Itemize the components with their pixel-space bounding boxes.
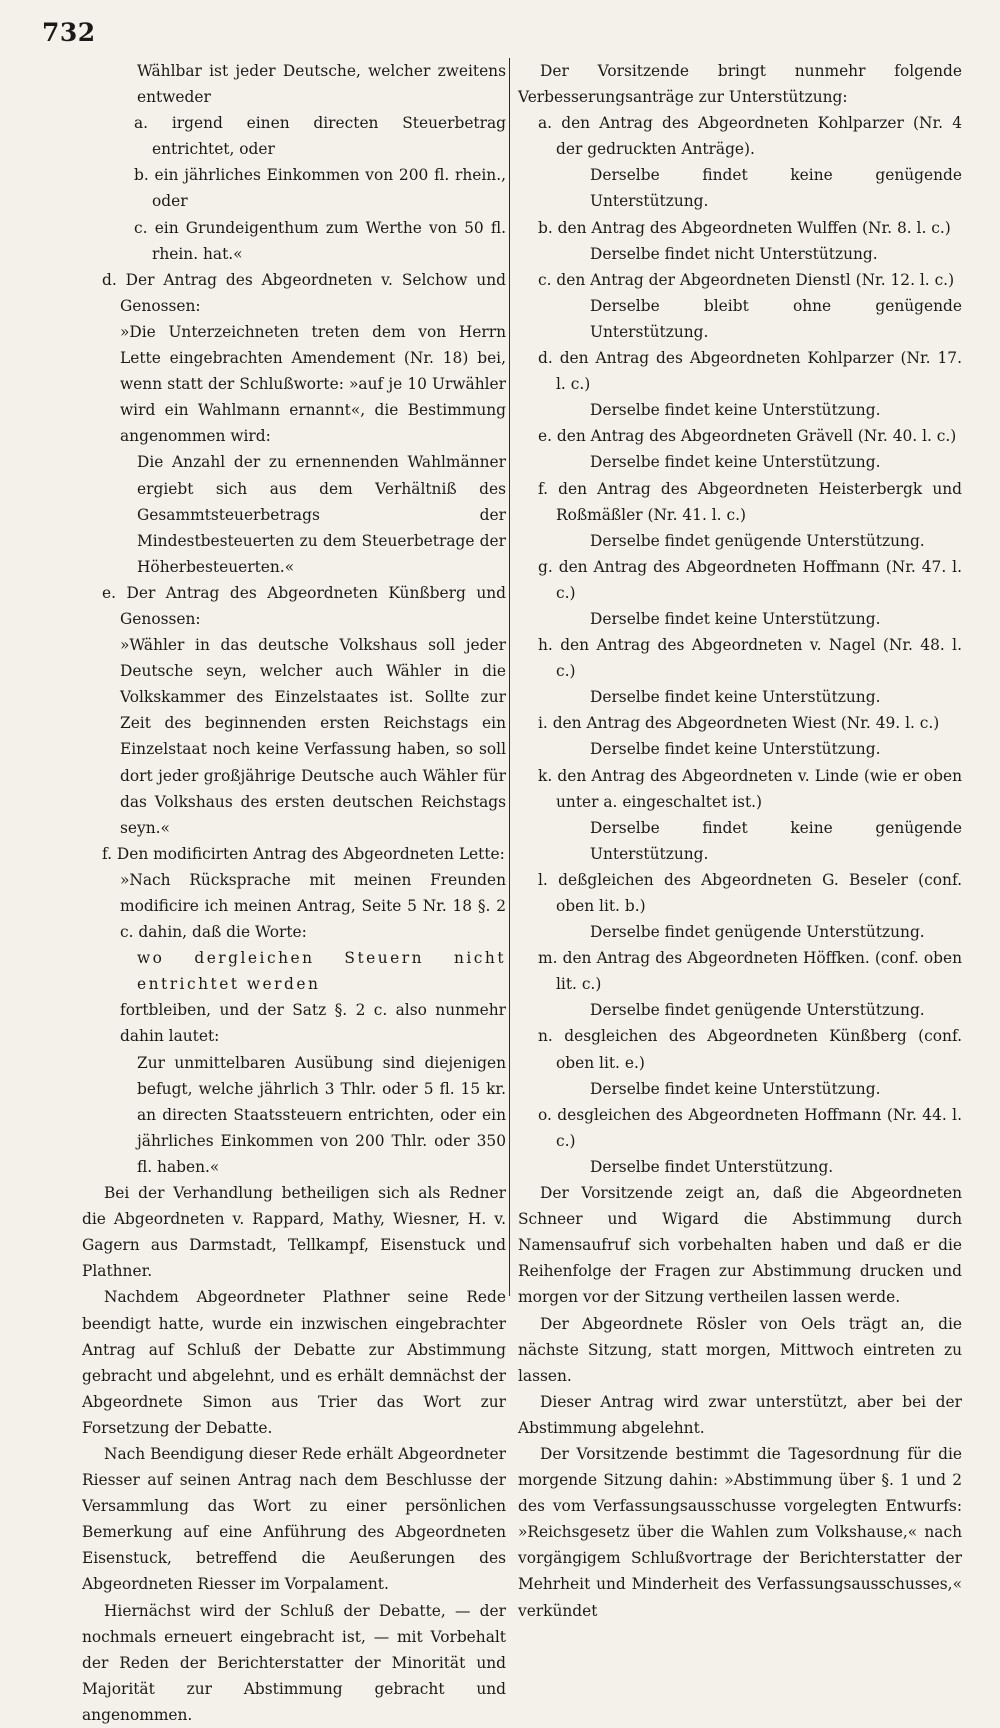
- left-paragraph: Nachdem Abgeordneter Plathner seine Rede beendigt hatte, wurde ein inzwischen eingebrachter Antrag auf Schluß der Debatte zur Abstimmung gebracht und abgelehnt, und es erhält demnächst der Abgeordnete Simon aus Trier das Wort zur Forsetzung der Debatte.: [82, 1288, 506, 1437]
- right-paragraph: Derselbe findet nicht Unterstützung.: [590, 244, 878, 263]
- right-paragraph: Derselbe findet keine genügende Unterstützung.: [590, 818, 962, 863]
- right-paragraph: c. den Antrag der Abgeordneten Dienstl (Nr. 12. l. c.): [538, 270, 955, 289]
- right-paragraph: h. den Antrag des Abgeordneten v. Nagel (Nr. 48. l. c.): [538, 636, 962, 681]
- right-paragraph: e. den Antrag des Abgeordneten Grävell (Nr. 40. l. c.): [538, 427, 957, 446]
- left-paragraph: a. irgend einen directen Steuerbetrag entrichtet, oder: [134, 114, 506, 159]
- left-paragraph: »Die Unterzeichneten treten dem von Herrn Lette eingebrachten Amendement (Nr. 18) bei, wenn statt der Schlußworte: »auf je 10 Urwähler wird ein Wahlmann ernannt«, die Bestimmung angenommen wird:: [120, 322, 506, 446]
- left-paragraph: Die Anzahl der zu ernennenden Wahlmänner ergiebt sich aus dem Verhältniß des Gesammtsteuerbetrags der Mindestbesteuerten zu dem Steuerbetrage der Höherbesteuerten.«: [137, 453, 506, 576]
- right-column: [518, 58, 962, 1624]
- left-paragraph: Nach Beendigung dieser Rede erhält Abgeordneter Riesser auf seinen Antrag nach dem Beschlusse der Versammlung das Wort zu einer persönlichen Bemerkung auf eine Anführung des Abgeordneten Eisenstuck, betreffend die Aeußerungen des Abgeordneten Riesser im Vorpalament.: [82, 1444, 507, 1594]
- right-paragraph: Derselbe findet keine Unterstützung.: [590, 1079, 881, 1098]
- left-paragraph: »Nach Rücksprache mit meinen Freunden modificire ich meinen Antrag, Seite 5 Nr. 18 §. 2 c. dahin, daß die Worte:: [120, 870, 506, 942]
- right-paragraph: Derselbe findet keine Unterstützung.: [590, 609, 881, 628]
- right-paragraph: k. den Antrag des Abgeordneten v. Linde (wie er oben unter a. eingeschaltet ist.): [538, 766, 962, 811]
- left-paragraph: fortbleiben, und der Satz §. 2 c. also nunmehr dahin lautet:: [120, 1001, 506, 1046]
- page-number: 732: [42, 18, 96, 47]
- right-paragraph: i. den Antrag des Abgeordneten Wiest (Nr. 49. l. c.): [538, 714, 940, 733]
- right-paragraph: n. desgleichen des Abgeordneten Künßberg (conf. oben lit. e.): [538, 1027, 962, 1072]
- column-divider: [509, 58, 510, 1296]
- right-paragraph: Derselbe findet genügende Unterstützung.: [590, 531, 925, 550]
- right-paragraph: Derselbe findet keine genügende Unterstützung.: [590, 166, 962, 211]
- left-column: [82, 58, 506, 1728]
- right-paragraph: g. den Antrag des Abgeordneten Hoffmann (Nr. 47. l. c.): [538, 557, 962, 602]
- right-paragraph: Derselbe findet keine Unterstützung.: [590, 401, 881, 420]
- right-paragraph: l. deßgleichen des Abgeordneten G. Beseler (conf. oben lit. b.): [538, 870, 962, 915]
- right-paragraph: Derselbe bleibt ohne genügende Unterstützung.: [590, 296, 962, 341]
- right-paragraph: Dieser Antrag wird zwar unterstützt, aber bei der Abstimmung abgelehnt.: [518, 1392, 962, 1437]
- left-paragraph: Bei der Verhandlung betheiligen sich als Redner die Abgeordneten v. Rappard, Mathy, Wiesner, H. v. Gagern aus Darmstadt, Tellkampf, Eisenstuck und Plathner.: [82, 1184, 506, 1281]
- left-paragraph: d. Der Antrag des Abgeordneten v. Selchow und Genossen:: [102, 270, 506, 315]
- right-paragraph: Derselbe findet keine Unterstützung.: [590, 688, 881, 707]
- right-paragraph: Derselbe findet keine Unterstützung.: [590, 740, 881, 759]
- left-paragraph: b. ein jährliches Einkommen von 200 fl. rhein., oder: [134, 166, 506, 211]
- right-paragraph: Derselbe findet keine Unterstützung.: [590, 453, 881, 472]
- right-paragraph: Derselbe findet genügende Unterstützung.: [590, 923, 925, 942]
- left-paragraph: c. ein Grundeigenthum zum Werthe von 50 fl. rhein. hat.«: [134, 218, 506, 263]
- left-paragraph: »Wähler in das deutsche Volkshaus soll jeder Deutsche seyn, welcher auch Wähler in die Volkskammer des Einzelstaates ist. Sollte zur Zeit des beginnenden ersten Reichstags ein Einzelstaat noch keine Verfassung haben, so soll dort jeder großjährige Deutsche auch Wähler für das Volkshaus des ersten deutschen Reichstags seyn.«: [120, 636, 506, 837]
- right-paragraph: Derselbe findet genügende Unterstützung.: [590, 1001, 925, 1020]
- left-paragraph: f. Den modificirten Antrag des Abgeordneten Lette:: [102, 844, 505, 863]
- left-paragraph: Zur unmittelbaren Ausübung sind diejenigen befugt, welche jährlich 3 Thlr. oder 5 fl. 15 kr. an directen Staatssteuern entrichten, oder ein jährliches Einkommen von 200 Thlr. oder 350 fl. haben.«: [137, 1053, 506, 1176]
- right-paragraph: Der Vorsitzende zeigt an, daß die Abgeordneten Schneer und Wigard die Abstimmung durch Namensaufruf sich vorbehalten haben und daß er die Reihenfolge der Fragen zur Abstimmung drucken und morgen vor der Sitzung vertheilen lassen werde.: [518, 1184, 962, 1307]
- left-paragraph: wo dergleichen Steuern nicht entrichtet werden: [137, 949, 506, 994]
- right-paragraph: f. den Antrag des Abgeordneten Heisterbergk und Roßmäßler (Nr. 41. l. c.): [538, 479, 962, 524]
- right-paragraph: b. den Antrag des Abgeordneten Wulffen (Nr. 8. l. c.): [538, 218, 951, 237]
- left-paragraph: Hiernächst wird der Schluß der Debatte, — der nochmals erneuert eingebracht ist, — mit Vorbehalt der Reden der Berichterstatter der Minorität und Majorität zur Abstimmung gebracht und angenommen.: [82, 1601, 506, 1724]
- right-paragraph: a. den Antrag des Abgeordneten Kohlparzer (Nr. 4 der gedruckten Anträge).: [538, 114, 962, 159]
- left-paragraph: e. Der Antrag des Abgeordneten Künßberg und Genossen:: [102, 583, 506, 628]
- right-paragraph: Der Vorsitzende bestimmt die Tagesordnung für die morgende Sitzung dahin: »Abstimmung über §. 1 und 2 des vom Verfassungsausschusse vorgelegten Entwurfs: »Reichsgesetz über die Wahlen zum Volkshause,« nach vorgängigem Schlußvortrage der Berichterstatter der Mehrheit und Minderheit des Verfassungsausschusses,« verkündet: [518, 1444, 962, 1620]
- right-paragraph: o. desgleichen des Abgeordneten Hoffmann (Nr. 44. l. c.): [538, 1105, 962, 1150]
- right-paragraph: d. den Antrag des Abgeordneten Kohlparzer (Nr. 17. l. c.): [538, 349, 962, 394]
- right-paragraph: m. den Antrag des Abgeordneten Höffken. (conf. oben lit. c.): [538, 949, 962, 994]
- right-paragraph: Der Abgeordnete Rösler von Oels trägt an, die nächste Sitzung, statt morgen, Mittwoch eintreten zu lassen.: [518, 1314, 962, 1385]
- right-paragraph: Derselbe findet Unterstützung.: [590, 1157, 834, 1176]
- left-paragraph: Wählbar ist jeder Deutsche, welcher zweitens entweder: [137, 62, 506, 107]
- right-paragraph: Der Vorsitzende bringt nunmehr folgende Verbesserungsanträge zur Unterstützung:: [518, 62, 962, 107]
